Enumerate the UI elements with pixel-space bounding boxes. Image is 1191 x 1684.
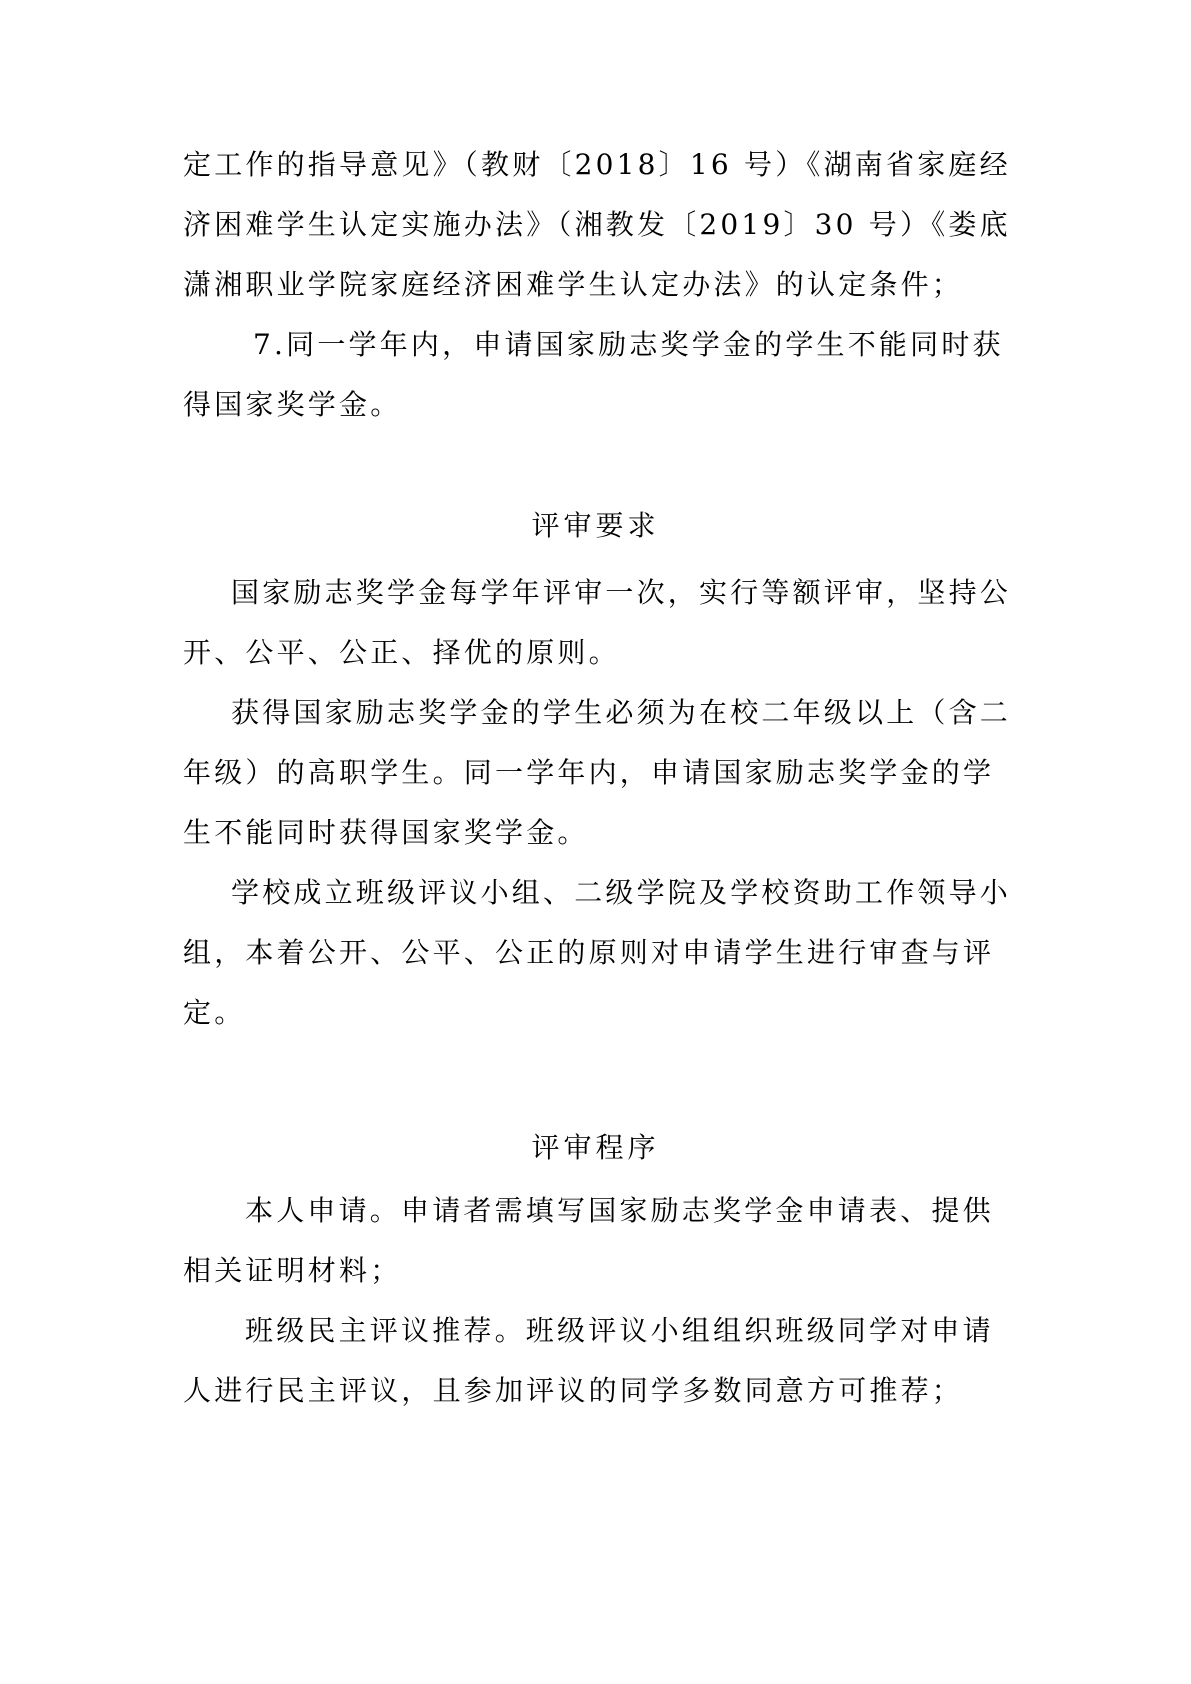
paragraph-first-line: 国家励志奖学金每学年评审一次，实行等额评审，坚持公 (231, 576, 1012, 609)
section-heading-review-procedure: 评审程序 (531, 1131, 660, 1164)
text-line: 潇湘职业学院家庭经济困难学生认定办法》的认定条件； (183, 268, 964, 301)
text-line: 相关证明材料； (183, 1254, 402, 1287)
text-line: 生不能同时获得国家奖学金。 (183, 816, 589, 849)
paragraph-first-line: 班级民主评议推荐。班级评议小组组织班级同学对申请 (245, 1314, 994, 1347)
text-line: 定工作的指导意见》（教财〔2018〕16 号）《湖南省家庭经 (183, 148, 1011, 181)
review-procedure-body (183, 1181, 1008, 1421)
text-line: 人进行民主评议，且参加评议的同学多数同意方可推荐； (183, 1374, 964, 1407)
text-line: 定。 (183, 996, 246, 1029)
text-line: 组，本着公开、公平、公正的原则对申请学生进行审查与评 (183, 936, 995, 969)
paragraph-first-line: 本人申请。申请者需填写国家励志奖学金申请表、提供 (245, 1194, 994, 1227)
section-heading-review-requirements: 评审要求 (531, 509, 660, 542)
paragraph-first-line: 获得国家励志奖学金的学生必须为在校二年级以上（含二 (231, 696, 1012, 729)
text-line: 开、公平、公正、择优的原则。 (183, 636, 620, 669)
list-item-7: 7.同一学年内，申请国家励志奖学金的学生不能同时获 (253, 328, 1004, 361)
text-line: 得国家奖学金。 (183, 388, 402, 421)
paragraph-first-line: 学校成立班级评议小组、二级学院及学校资助工作领导小 (231, 876, 1012, 909)
text-line: 年级）的高职学生。同一学年内，申请国家励志奖学金的学 (183, 756, 995, 789)
continuation-paragraph (183, 135, 1011, 435)
review-requirements-body (183, 563, 1012, 1043)
text-line: 济困难学生认定实施办法》（湘教发〔2019〕30 号）《娄底 (183, 208, 1011, 241)
